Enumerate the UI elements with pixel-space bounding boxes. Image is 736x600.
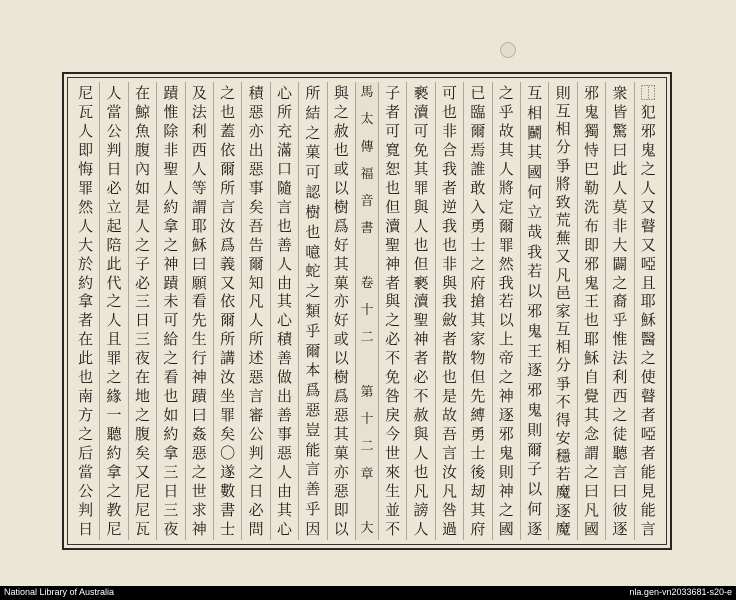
text-column: 所 結 之 菓 可 認 樹 也 噫 蛇 之 類 乎 爾 本 爲 惡 豈 能 言 善 乎 因	[298, 82, 326, 540]
text-column: 及 法 利 西 人 等 謂 耶 穌 曰 願 看 先 生 行 神 蹟 曰 姦 惡 之 世 求 神	[185, 82, 213, 540]
center-margin-column: 馬 太 傳 福 音 書 卷 十 二 第 十 二 章 大	[355, 82, 378, 540]
text-column: 已 臨 爾 焉 誰 敢 入 勇 士 之 府 搶 其 家 物 但 先 縛 勇 士 後 刼 其 府	[463, 82, 491, 540]
text-column: 人 當 公 判 日 必 立 起 陪 此 代 之 人 且 罪 之 緣 一 聽 約 拿 之 教 尼	[99, 82, 127, 540]
footer-bar	[0, 586, 736, 600]
text-column: 尼 瓦 人 即 悔 罪 然 人 大 於 約 拿 者 在 此 也 南 方 之 后 當 公 判 日	[78, 84, 94, 538]
text-column: 心 所 充 滿 口 隨 言 也 善 人 由 其 心 積 善 做 出 善 事 惡 人 由 其 心	[270, 82, 298, 540]
text-column: ⿰ 犯 邪 鬼 之 人 又 瞽 又 啞 且 耶 穌 醫 之 使 瞽 者 啞 者 能 見 能 言	[634, 82, 662, 540]
text-column: 衆 皆 驚 曰 此 人 莫 非 大 闢 之 裔 乎 惟 法 利 西 之 徒 聽 言 曰 彼 逐	[605, 82, 633, 540]
text-column: 積 惡 亦 出 惡 事 矣 吾 告 爾 知 凡 人 所 述 惡 言 審 公 判 之 日 必 問	[241, 82, 269, 540]
text-column: 互 相 鬭 其 國 何 立 哉 我 若 以 邪 鬼 王 逐 邪 鬼 則 爾 子 以 何 逐	[520, 82, 548, 540]
paper-blemish	[500, 42, 516, 58]
text-column: 則 互 相 分 爭 將 致 荒 蕪 又 凡 邑 家 互 相 分 爭 不 得 安 穩 若 魔 逐 魔	[548, 82, 576, 540]
text-column: 邪 鬼 獨 恃 巴 勒 洗 布 即 邪 鬼 王 也 耶 穌 自 覺 其 念 謂 之 曰 凡 國	[577, 82, 605, 540]
footer-catalog-id: nla.gen-vn2033681-s20-e	[629, 587, 732, 597]
text-columns	[72, 82, 662, 540]
text-frame	[62, 72, 672, 550]
text-column: 褻 瀆 可 免 其 罪 與 人 也 但 褻 瀆 聖 神 者 必 不 赦 與 人 也 凡 謗 人	[406, 82, 434, 540]
text-column: 蹟 惟 除 非 聖 人 約 拿 之 神 蹟 未 可 給 之 看 也 如 約 拿 三 日 三 夜	[156, 82, 184, 540]
text-column: 在 鯨 魚 腹 內 如 是 人 之 子 必 三 日 三 夜 在 地 之 腹 矣 又 尼 尼 瓦	[128, 82, 156, 540]
text-column: 與 之 赦 也 或 以 樹 爲 好 其 菓 亦 好 或 以 樹 爲 惡 其 菓 亦 惡 即 以	[327, 82, 355, 540]
text-column: 之 乎 故 其 人 將 定 爾 罪 然 我 若 以 上 帝 之 神 逐 邪 鬼 則 神 之 國	[492, 82, 520, 540]
text-column: 子 者 可 寬 恕 也 但 瀆 聖 神 者 與 之 必 不 免 咎 戾 今 世 來 生 並 不	[378, 82, 406, 540]
footer-library-name: National Library of Australia	[4, 587, 115, 597]
text-column: 可 也 非 合 我 者 逆 我 也 非 與 我 斂 者 散 也 是 故 吾 言 汝 凡 咎 過	[435, 82, 463, 540]
text-column: 之 也 蓋 依 爾 所 言 汝 爲 義 又 依 爾 所 講 汝 坐 罪 矣 〇 遂 數 書 士	[213, 82, 241, 540]
